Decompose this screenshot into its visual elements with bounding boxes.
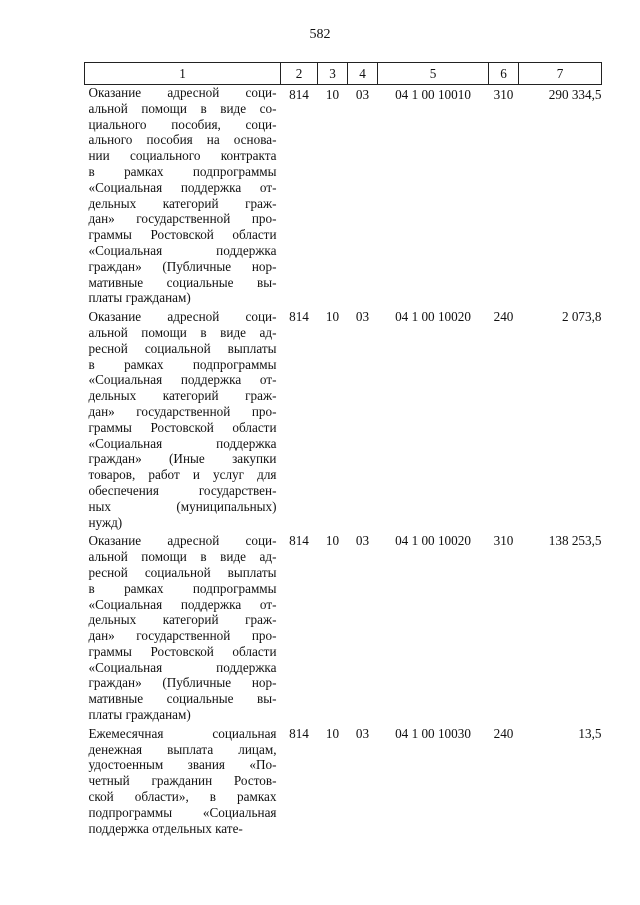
description-line: платы гражданам) — [88, 707, 191, 723]
description-line: ального пособия на основа- — [88, 132, 277, 148]
table-row — [85, 85, 602, 310]
row-description — [85, 726, 281, 840]
description-line: граждан» (Публичные нор- — [88, 258, 277, 274]
row-description — [85, 533, 281, 726]
description-line: «Социальная поддержка от- — [88, 596, 277, 612]
description-line: Оказание адресной соци- — [88, 85, 277, 100]
description-line: граммы Ростовской области — [88, 419, 277, 435]
description-line: Оказание адресной соци- — [88, 533, 277, 549]
column-header-5: 5 — [378, 63, 489, 85]
subsection-code: 03 — [355, 87, 370, 102]
table-row — [85, 309, 602, 533]
subsection-code: 03 — [355, 533, 370, 549]
table-row — [85, 726, 602, 840]
description-line: дан» государственной про- — [88, 211, 277, 227]
description-line: нии социального контракта — [88, 148, 277, 164]
description-line: обеспечения государствен- — [88, 482, 277, 498]
description-line: мативные социальные вы- — [88, 274, 277, 290]
description-line: «Социальная поддержка — [88, 242, 277, 258]
description-line: граждан» (Публичные нор- — [88, 675, 277, 691]
description-line: альной помощи в виде ад- — [88, 549, 277, 565]
budget-table — [84, 62, 602, 839]
description-line: Оказание адресной соци- — [88, 309, 277, 325]
description-line: альной помощи в виде ад- — [88, 324, 277, 340]
description-line: ных (муниципальных) — [88, 498, 277, 514]
subsection-code: 03 — [355, 725, 370, 741]
description-line: денежная выплата лицам, — [88, 741, 277, 757]
column-header-7: 7 — [519, 63, 602, 85]
column-header-1: 1 — [85, 63, 281, 85]
description-line: дельных категорий граж- — [88, 195, 277, 211]
description-line: «Социальная поддержка — [88, 659, 277, 675]
expense-type-code: 310 — [493, 533, 514, 549]
expense-type-code: 240 — [493, 725, 514, 741]
amount-value: 138 253,5 — [548, 533, 602, 549]
description-line: нужд) — [88, 514, 123, 530]
description-line: в рамках подпрограммы — [88, 356, 277, 372]
description-line: «Социальная поддержка от- — [88, 372, 277, 388]
expense-type-code: 310 — [493, 87, 514, 102]
description-line: в рамках подпрограммы — [88, 163, 277, 179]
ministry-code: 814 — [289, 87, 309, 102]
section-code: 10 — [325, 309, 340, 325]
description-line: дельных категорий граж- — [88, 388, 277, 404]
column-header-4: 4 — [348, 63, 378, 85]
description-line: граждан» (Иные закупки — [88, 451, 277, 467]
description-line: дельных категорий граж- — [88, 612, 277, 628]
description-line: Ежемесячная социальная — [88, 725, 277, 741]
description-line: поддержка отдельных кате- — [88, 820, 243, 836]
description-line: альной помощи в виде со- — [88, 100, 277, 116]
row-description — [85, 85, 281, 310]
row-description — [85, 309, 281, 533]
section-code: 10 — [325, 87, 340, 102]
table-body — [85, 85, 602, 840]
description-line: «Социальная поддержка — [88, 435, 277, 451]
ministry-code: 814 — [289, 309, 309, 325]
description-line: ресной социальной выплаты — [88, 340, 277, 356]
description-line: циального пособия, соци- — [88, 116, 277, 132]
description-line: дан» государственной про- — [88, 628, 277, 644]
subsection-code: 03 — [355, 309, 370, 325]
column-header-2: 2 — [281, 63, 318, 85]
target-article-code: 04 1 00 10010 — [395, 87, 471, 102]
amount-value: 2 073,8 — [561, 309, 602, 325]
amount-value: 290 334,5 — [548, 87, 602, 102]
description-line: ской области», в рамках — [88, 789, 277, 805]
description-line: платы гражданам) — [88, 290, 191, 306]
description-line: в рамках подпрограммы — [88, 580, 277, 596]
description-line: товаров, работ и услуг для — [88, 467, 277, 483]
target-article-code: 04 1 00 10020 — [395, 309, 471, 325]
header-row — [85, 63, 602, 85]
target-article-code: 04 1 00 10030 — [395, 725, 471, 741]
description-line: граммы Ростовской области — [88, 227, 277, 243]
page-number: 582 — [309, 27, 331, 42]
table-row — [85, 533, 602, 726]
description-line: граммы Ростовской области — [88, 643, 277, 659]
section-code: 10 — [325, 725, 340, 741]
description-line: удостоенным звания «По- — [88, 757, 277, 773]
amount-value: 13,5 — [578, 725, 602, 741]
description-line: четный гражданин Ростов- — [88, 773, 277, 789]
expense-type-code: 240 — [493, 309, 514, 325]
ministry-code: 814 — [289, 533, 309, 549]
description-line: подпрограммы «Социальная — [88, 804, 277, 820]
description-line: мативные социальные вы- — [88, 691, 277, 707]
column-header-6: 6 — [489, 63, 519, 85]
description-line: «Социальная поддержка от- — [88, 179, 277, 195]
target-article-code: 04 1 00 10020 — [395, 533, 471, 549]
description-line: ресной социальной выплаты — [88, 564, 277, 580]
section-code: 10 — [325, 533, 340, 549]
ministry-code: 814 — [289, 725, 309, 741]
column-header-3: 3 — [318, 63, 348, 85]
table-header — [85, 63, 602, 85]
description-line: дан» государственной про- — [88, 403, 277, 419]
